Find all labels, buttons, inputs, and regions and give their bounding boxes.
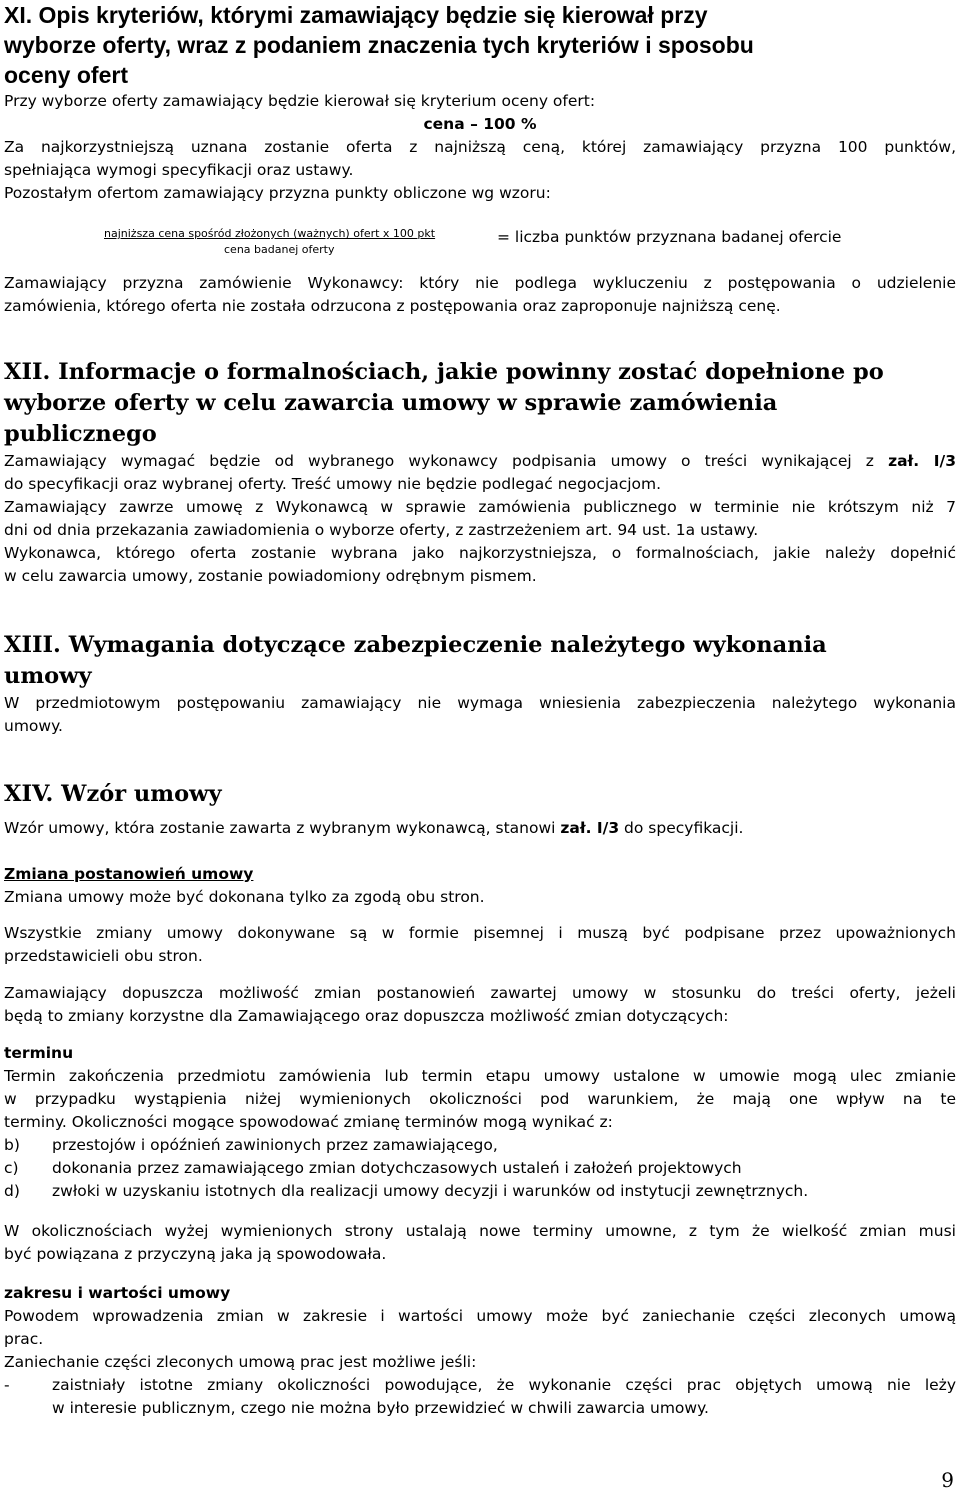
scoring-formula xyxy=(4,226,956,266)
section-xii-heading-line: XII. Informacje o formalnościach, jakie powinny zostać dopełnione po xyxy=(4,359,884,385)
paragraph-line: Powodem wprowadzenia zmian w zakresie i wartości umowy może być zaniechanie części zleconych umową xyxy=(4,1307,956,1325)
formula-result: = liczba punktów przyznana badanej ofercie xyxy=(497,228,842,246)
section-xiii-heading-line: umowy xyxy=(4,663,92,689)
paragraph-line: Zamawiający przyzna zamówienie Wykonawcy: który nie podlega wykluczeniu z postępowania o udzielenie xyxy=(4,274,956,292)
list-item xyxy=(4,1180,956,1203)
section-xi-heading-line: wyborze oferty, wraz z podaniem znaczenia tych kryteriów i sposobu xyxy=(4,32,754,58)
list-item xyxy=(4,1374,956,1397)
list-item xyxy=(4,1134,956,1157)
attachment-ref: zał. I/3 xyxy=(560,819,620,837)
criterion-value: cena – 100 % xyxy=(423,115,537,133)
list-marker: d) xyxy=(4,1182,20,1200)
section-xiv-heading: XIV. Wzór umowy xyxy=(4,781,222,807)
change-title: Zmiana postanowień umowy xyxy=(4,865,254,883)
section-xiii-heading-line: XIII. Wymagania dotyczące zabezpieczenie należytego wykonania xyxy=(4,632,827,658)
paragraph-line: Wszystkie zmiany umowy dokonywane są w formie pisemnej i muszą być podpisane przez upoważnionych xyxy=(4,924,956,942)
paragraph-line: Zaniechanie części zleconych umową prac jest możliwe jeśli: xyxy=(4,1353,477,1371)
list-text: przestojów i opóźnień zawinionych przez zamawiającego, xyxy=(52,1136,498,1154)
paragraph-line: Zmiana umowy może być dokonana tylko za zgodą obu stron. xyxy=(4,888,485,906)
page-number: 9 xyxy=(941,1468,954,1492)
paragraph-line: Termin zakończenia przedmiotu zamówienia lub termin etapu umowy ustalone w umowie mogą ulec zmianie xyxy=(4,1067,956,1085)
section-xiii xyxy=(4,630,956,692)
paragraph-line: Za najkorzystniejszą uznana zostanie oferta z najniższą ceną, której zamawiający przyzna 100 punktów, xyxy=(4,138,956,156)
formula-intro: Pozostałym ofertom zamawiający przyzna punkty obliczone wg wzoru: xyxy=(4,184,551,202)
paragraph-line: Wykonawca, którego oferta zostanie wybrana jako najkorzystniejsza, o formalnościach, jakie należy dopełnić xyxy=(4,544,956,562)
paragraph-line: w przypadku wystąpienia niżej wymienionych okoliczności pod warunkiem, że mają one wpływ na te xyxy=(4,1090,956,1108)
section-xii xyxy=(4,357,956,450)
list-marker: b) xyxy=(4,1136,20,1154)
list-marker: - xyxy=(4,1376,10,1394)
paragraph-line: przedstawicieli obu stron. xyxy=(4,947,203,965)
section-xiv xyxy=(4,779,956,810)
section-xii-heading-line: wyborze oferty w celu zawarcia umowy w sprawie zamówienia xyxy=(4,390,778,416)
paragraph-line: W przedmiotowym postępowaniu zamawiający nie wymaga wniesienia zabezpieczenia należytego wykonania xyxy=(4,694,956,712)
text-run: Wzór umowy, która zostanie zawarta z wybranym wykonawcą, stanowi xyxy=(4,819,561,837)
list-text: w interesie publicznym, czego nie można było przewidzieć w chwili zawarcia umowy. xyxy=(52,1399,709,1417)
list-text: zwłoki w uzyskaniu istotnych dla realizacji umowy decyzji i warunków od instytucji zewnętrznych. xyxy=(52,1182,809,1200)
paragraph-line: zamówienia, którego oferta nie została odrzucona z postępowania oraz zaproponuje najniższą cenę. xyxy=(4,297,781,315)
list-marker: c) xyxy=(4,1159,19,1177)
paragraph-line: do specyfikacji oraz wybranej oferty. Treść umowy nie będzie podlegać negocjacjom. xyxy=(4,475,662,493)
formula-numerator: najniższa cena spośród złożonych (ważnych) ofert x 100 pkt xyxy=(104,227,436,240)
attachment-ref: zał. I/3 xyxy=(888,452,956,470)
list-item-continued xyxy=(4,1397,956,1420)
paragraph-line: spełniająca wymogi specyfikacji oraz ustawy. xyxy=(4,161,354,179)
section-xii-heading-line: publicznego xyxy=(4,421,157,447)
section-xi-heading-line: XI. Opis kryteriów, którymi zamawiający będzie się kierował przy xyxy=(4,2,708,28)
section-xi-heading-line: oceny ofert xyxy=(4,62,128,88)
paragraph-line: umowy. xyxy=(4,717,63,735)
paragraph-line: Zamawiający zawrze umowę z Wykonawcą w sprawie zamówienia publicznego w terminie nie krótszym niż 7 xyxy=(4,498,956,516)
paragraph-line xyxy=(4,450,956,473)
section-xi xyxy=(4,0,956,90)
paragraph-line: W okolicznościach wyżej wymienionych strony ustalają nowe terminy umowne, z tym że wielkość zmian musi xyxy=(4,1222,956,1240)
paragraph-line: Zamawiający dopuszcza możliwość zmian postanowień zawartej umowy w stosunku do treści oferty, jeżeli xyxy=(4,984,956,1002)
list-text: dokonania przez zamawiającego zmian dotychczasowych ustaleń i założeń projektowych xyxy=(52,1159,742,1177)
paragraph-line: dni od dnia przekazania zawiadomienia o wyborze oferty, z zastrzeżeniem art. 94 ust. 1a ustawy. xyxy=(4,521,759,539)
terminu-title: terminu xyxy=(4,1044,74,1062)
list-item xyxy=(4,1157,956,1180)
paragraph-line: prac. xyxy=(4,1330,44,1348)
paragraph-line: terminy. Okoliczności mogące spowodować zmianę terminów mogą wynikać z: xyxy=(4,1113,613,1131)
text-run: Zamawiający wymagać będzie od wybranego wykonawcy podpisania umowy o treści wynikającej z xyxy=(4,452,889,470)
zakres-title: zakresu i wartości umowy xyxy=(4,1284,231,1302)
criterion-intro: Przy wyborze oferty zamawiający będzie kierował się kryterium oceny ofert: xyxy=(4,92,596,110)
paragraph-line: być powiązana z przyczyną jaka ją spowodowała. xyxy=(4,1245,387,1263)
list-text: zaistniały istotne zmiany okoliczności powodujące, że wykonanie części prac objętych umową nie leży xyxy=(52,1376,956,1394)
paragraph-line: będą to zmiany korzystne dla Zamawiającego oraz dopuszcza możliwość zmian dotyczących: xyxy=(4,1007,729,1025)
paragraph-line: w celu zawarcia umowy, zostanie powiadomiony odrębnym pismem. xyxy=(4,567,537,585)
formula-denominator: cena badanej oferty xyxy=(224,243,335,256)
text-run: do specyfikacji. xyxy=(619,819,744,837)
paragraph-line xyxy=(4,817,956,840)
